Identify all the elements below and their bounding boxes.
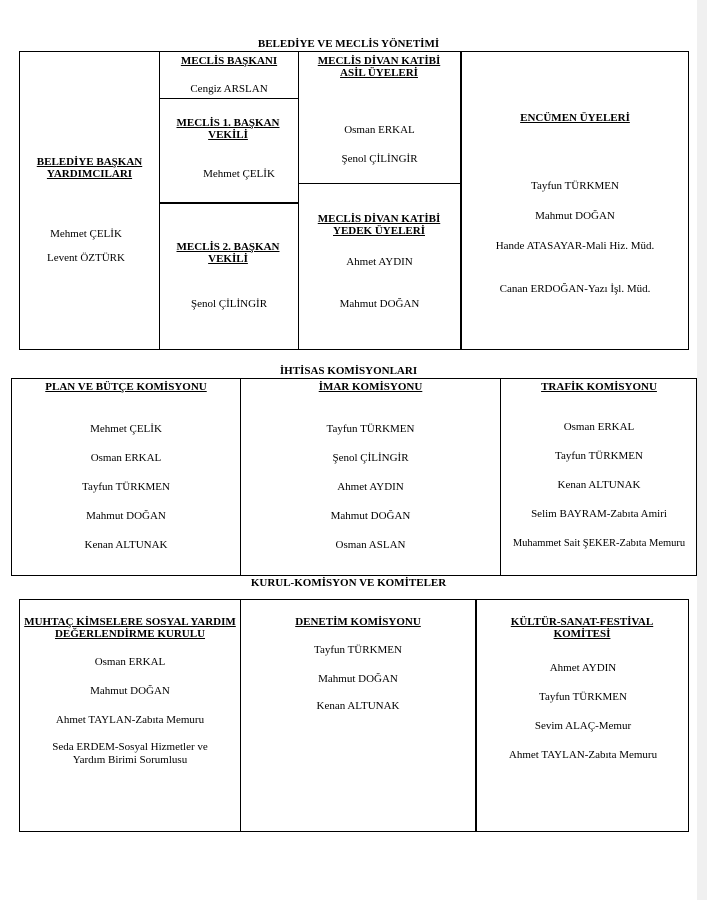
meclis-baskani-heading: MECLİS BAŞKANI bbox=[180, 55, 278, 67]
name: Tayfun TÜRKMEN bbox=[555, 450, 643, 462]
name: Ahmet TAYLAN-Zabıta Memuru bbox=[55, 714, 205, 726]
name: Mahmut DOĞAN bbox=[339, 298, 420, 310]
denetim-heading: DENETİM KOMİSYONU bbox=[295, 616, 421, 628]
name: Levent ÖZTÜRK bbox=[47, 252, 125, 264]
encumen-heading: ENCÜMEN ÜYELERİ bbox=[520, 112, 630, 124]
section-title-ihtisas: İHTİSAS KOMİSYONLARI bbox=[279, 365, 418, 377]
scrollbar[interactable] bbox=[697, 0, 707, 900]
encumen-list bbox=[462, 180, 688, 296]
meclis-baskani-name: Cengiz ARSLAN bbox=[190, 83, 268, 95]
name: Selim BAYRAM-Zabıta Amiri bbox=[531, 508, 667, 520]
divan-yedek-list bbox=[299, 256, 460, 311]
name: Seda ERDEM-Sosyal Hizmetler ve Yardım Birimi Sorumlusu bbox=[52, 741, 208, 766]
muhtac-list bbox=[22, 656, 238, 767]
divan-asil-heading: MECLİS DİVAN KATİBİ ASİL ÜYELERİ bbox=[317, 55, 441, 79]
name: Sevim ALAÇ-Memur bbox=[534, 720, 632, 732]
name: Hande ATASAYAR-Mali Hiz. Müd. bbox=[495, 240, 655, 252]
name: Mehmet ÇELİK bbox=[90, 423, 162, 435]
name: Şenol ÇİLİNGİR bbox=[341, 153, 418, 165]
baskan-vekili-1-name: Mehmet ÇELİK bbox=[203, 168, 275, 180]
baskan-vekili-2-heading: MECLİS 2. BAŞKAN VEKİLİ bbox=[176, 241, 280, 265]
kultur-heading: KÜLTÜR-SANAT-FESTİVAL KOMİTESİ bbox=[510, 616, 654, 640]
name: Ahmet AYDIN bbox=[337, 481, 404, 493]
name: Tayfun TÜRKMEN bbox=[326, 423, 415, 435]
plan-butce-heading: PLAN VE BÜTÇE KOMİSYONU bbox=[45, 381, 207, 393]
divider bbox=[240, 599, 241, 832]
baskan-yardimcilari-heading: BELEDİYE BAŞKAN YARDIMCILARI bbox=[36, 156, 143, 180]
section-title-belediye: BELEDİYE VE MECLİS YÖNETİMİ bbox=[257, 38, 440, 50]
baskan-vekili-1-heading: MECLİS 1. BAŞKAN VEKİLİ bbox=[176, 117, 280, 141]
name: Tayfun TÜRKMEN bbox=[314, 644, 402, 656]
divider bbox=[298, 183, 460, 184]
divider bbox=[159, 202, 298, 204]
section-title-kurul: KURUL-KOMİSYON VE KOMİTELER bbox=[250, 577, 447, 589]
name: Mahmut DOĞAN bbox=[330, 510, 411, 522]
name: Mahmut DOĞAN bbox=[318, 673, 398, 685]
denetim-list bbox=[241, 644, 475, 713]
baskan-yardimcilari-list bbox=[20, 228, 152, 265]
divan-asil-list bbox=[299, 124, 460, 166]
name: Kenan ALTUNAK bbox=[557, 479, 641, 491]
trafik-heading: TRAFİK KOMİSYONU bbox=[541, 381, 657, 393]
name: Mahmut DOĞAN bbox=[86, 510, 166, 522]
kultur-list bbox=[477, 662, 689, 762]
name: Tayfun TÜRKMEN bbox=[539, 691, 627, 703]
name: Mahmut DOĞAN bbox=[90, 685, 170, 697]
name: Osman ERKAL bbox=[90, 452, 162, 464]
name: Kenan ALTUNAK bbox=[316, 700, 400, 712]
muhtac-heading: MUHTAÇ KİMSELERE SOSYAL YARDIM DEĞERLENDİRME KURULU bbox=[24, 616, 236, 640]
name: Tayfun TÜRKMEN bbox=[82, 481, 170, 493]
name: Osman ASLAN bbox=[335, 539, 406, 551]
name: Mahmut DOĞAN bbox=[535, 210, 615, 222]
imar-list bbox=[241, 423, 500, 552]
baskan-vekili-2-name: Şenol ÇİLİNGİR bbox=[190, 298, 268, 310]
name: Ahmet AYDIN bbox=[346, 256, 413, 268]
trafik-list bbox=[501, 421, 697, 550]
imar-heading: İMAR KOMİSYONU bbox=[318, 381, 423, 393]
name: Canan ERDOĞAN-Yazı İşl. Müd. bbox=[499, 283, 651, 295]
name: Muhammet Sait ŞEKER-Zabıta Memuru bbox=[512, 538, 686, 549]
divider bbox=[159, 98, 298, 99]
name: Ahmet TAYLAN-Zabıta Memuru bbox=[508, 749, 658, 761]
name: Tayfun TÜRKMEN bbox=[531, 180, 619, 192]
name: Kenan ALTUNAK bbox=[84, 539, 168, 551]
name: Mehmet ÇELİK bbox=[50, 228, 122, 240]
divan-yedek-heading: MECLİS DİVAN KATİBİ YEDEK ÜYELERİ bbox=[317, 213, 441, 237]
name: Osman ERKAL bbox=[344, 124, 415, 136]
name: Osman ERKAL bbox=[563, 421, 635, 433]
name: Osman ERKAL bbox=[94, 656, 166, 668]
name: Ahmet AYDIN bbox=[549, 662, 617, 674]
name: Şenol ÇİLİNGİR bbox=[332, 452, 409, 464]
plan-butce-list bbox=[12, 423, 240, 552]
